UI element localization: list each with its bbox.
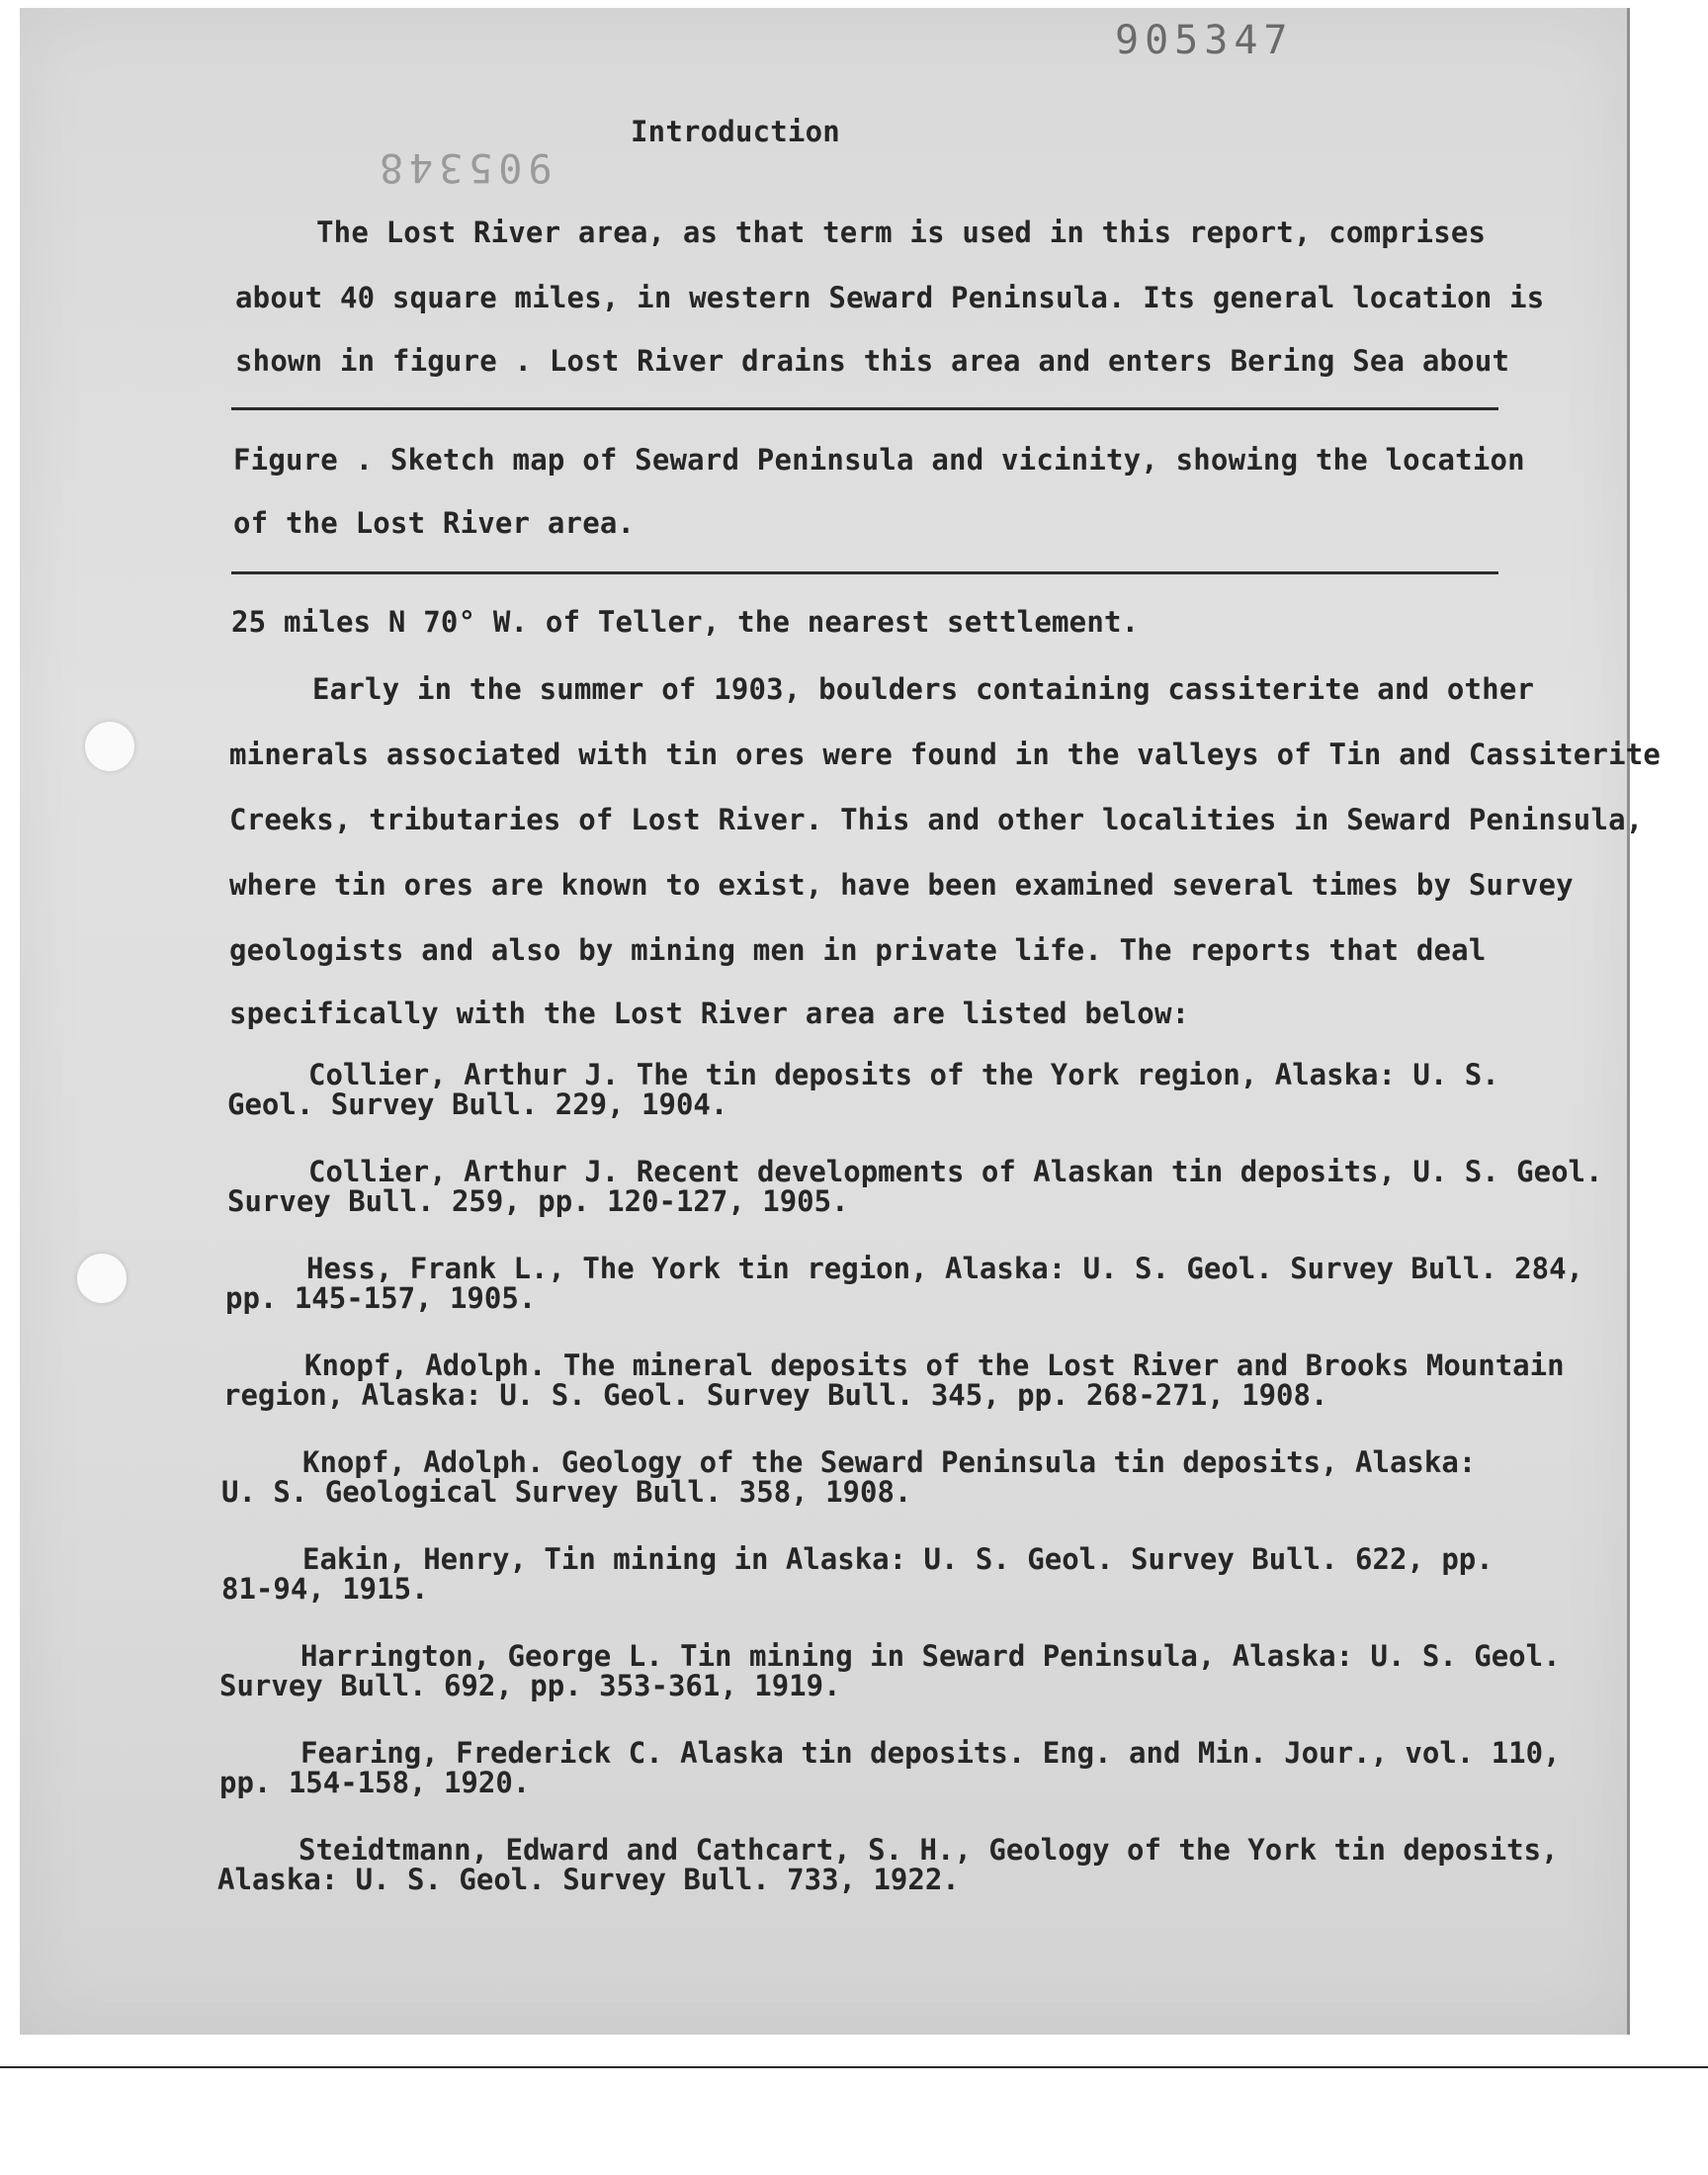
intro-line-3: shown in figure . Lost River drains this area and enters Bering Sea about bbox=[235, 344, 1510, 378]
intro-line-1: The Lost River area, as that term is used in this report, comprises bbox=[316, 216, 1487, 249]
intro-line-2: about 40 square miles, in western Seward Peninsula. Its general location is bbox=[235, 281, 1545, 314]
reference-line-2: Alaska: U. S. Geol. Survey Bull. 733, 1922. bbox=[217, 1863, 960, 1896]
reference-entry bbox=[219, 1641, 1561, 1700]
history-line-6: specifically with the Lost River area are listed below: bbox=[229, 997, 1190, 1030]
reference-line-2: region, Alaska: U. S. Geol. Survey Bull. 345, pp. 268-271, 1908. bbox=[223, 1378, 1328, 1412]
continuation-line: 25 miles N 70° W. of Teller, the nearest settlement. bbox=[231, 605, 1140, 639]
reference-entry bbox=[221, 1544, 1494, 1604]
bleed-through-number-stamp: 905348 bbox=[374, 144, 553, 190]
history-line-4: where tin ores are known to exist, have been examined several times by Survey bbox=[229, 868, 1574, 902]
reference-line-1: Collier, Arthur J. Recent developments of Alaskan tin deposits, U. S. Geol. bbox=[308, 1155, 1603, 1188]
document-number-stamp: 905347 bbox=[1115, 18, 1294, 63]
scan-bottom-edge bbox=[0, 2066, 1708, 2068]
reference-entry bbox=[217, 1835, 1559, 1894]
reference-line-2: 81-94, 1915. bbox=[221, 1572, 429, 1606]
reference-line-1: Knopf, Adolph. Geology of the Seward Peninsula tin deposits, Alaska: bbox=[302, 1445, 1477, 1479]
reference-entry bbox=[221, 1447, 1476, 1507]
reference-line-2: Survey Bull. 692, pp. 353-361, 1919. bbox=[219, 1669, 841, 1702]
reference-entry bbox=[227, 1157, 1602, 1216]
punch-hole-upper bbox=[85, 722, 134, 771]
reference-line-1: Harrington, George L. Tin mining in Seward Peninsula, Alaska: U. S. Geol. bbox=[300, 1639, 1561, 1673]
reference-line-1: Eakin, Henry, Tin mining in Alaska: U. S. Geol. Survey Bull. 622, pp. bbox=[302, 1542, 1494, 1576]
history-line-5: geologists and also by mining men in private life. The reports that deal bbox=[229, 933, 1487, 967]
reference-line-2: pp. 145-157, 1905. bbox=[225, 1281, 537, 1315]
reference-line-2: Survey Bull. 259, pp. 120-127, 1905. bbox=[227, 1184, 849, 1218]
reference-line-2: Geol. Survey Bull. 229, 1904. bbox=[227, 1088, 728, 1121]
reference-entry bbox=[223, 1350, 1565, 1410]
punch-hole-lower bbox=[77, 1254, 127, 1303]
figure-caption-line-1: Figure . Sketch map of Seward Peninsula and vicinity, showing the location bbox=[233, 443, 1525, 477]
reference-line-2: pp. 154-158, 1920. bbox=[219, 1766, 531, 1799]
history-line-2: minerals associated with tin ores were found in the valleys of Tin and Cassiterite bbox=[229, 738, 1662, 771]
figure-rule-top bbox=[231, 407, 1498, 410]
history-line-1: Early in the summer of 1903, boulders containing cassiterite and other bbox=[312, 672, 1535, 706]
reference-line-1: Collier, Arthur J. The tin deposits of the York region, Alaska: U. S. bbox=[308, 1058, 1499, 1091]
reference-entry bbox=[225, 1254, 1583, 1313]
figure-caption-line-2: of the Lost River area. bbox=[233, 506, 636, 540]
figure-rule-bottom bbox=[231, 571, 1498, 574]
reference-line-1: Knopf, Adolph. The mineral deposits of the Lost River and Brooks Mountain bbox=[304, 1348, 1565, 1382]
reference-line-1: Fearing, Frederick C. Alaska tin deposits. Eng. and Min. Jour., vol. 110, bbox=[300, 1736, 1561, 1770]
page-title: Introduction bbox=[631, 115, 840, 148]
reference-entry bbox=[219, 1738, 1561, 1797]
reference-line-1: Steidtmann, Edward and Cathcart, S. H., Geology of the York tin deposits, bbox=[299, 1833, 1559, 1867]
history-line-3: Creeks, tributaries of Lost River. This and other localities in Seward Peninsula, bbox=[229, 803, 1644, 836]
reference-line-2: U. S. Geological Survey Bull. 358, 1908. bbox=[221, 1475, 912, 1509]
reference-entry bbox=[227, 1060, 1499, 1119]
reference-line-1: Hess, Frank L., The York tin region, Alaska: U. S. Geol. Survey Bull. 284, bbox=[306, 1252, 1584, 1285]
